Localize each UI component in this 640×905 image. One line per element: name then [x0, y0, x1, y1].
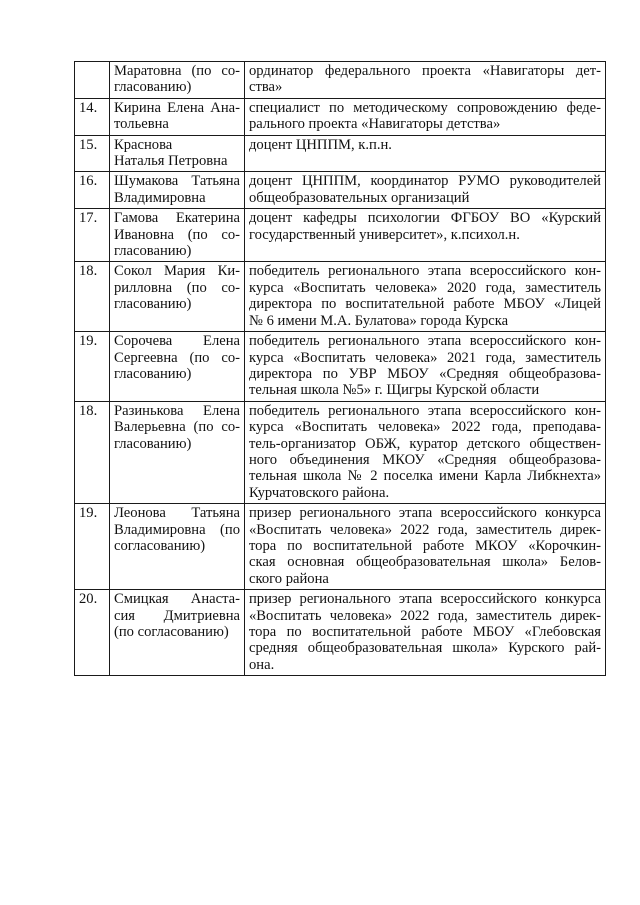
member-name-cell: [110, 332, 245, 402]
member-role-line: ного объединения МКОУ «Средняя общеобразова-: [249, 451, 601, 468]
member-name-line: Сокол Мария Ки-: [114, 263, 240, 280]
row-number: 17.: [75, 209, 110, 262]
row-number: 19.: [75, 332, 110, 402]
table-row: [75, 332, 606, 402]
member-name-line: Кирина Елена Ана-: [114, 99, 240, 116]
member-role-line: государственный университет», к.психол.н.: [249, 226, 520, 243]
member-role-line: курса «Воспитать человека» 2022 года, преподава-: [249, 419, 601, 436]
member-role-cell: [245, 590, 606, 676]
table-row: [75, 98, 606, 135]
member-name-line: Наталья Петровна: [114, 153, 228, 170]
member-role-cell: [245, 209, 606, 262]
member-name-line: гласованию): [114, 79, 192, 96]
row-number: 19.: [75, 504, 110, 590]
member-role-cell: [245, 401, 606, 503]
member-role-line: победитель регионального этапа всероссийского кон-: [249, 263, 601, 280]
member-name-line: Владимировна: [114, 189, 206, 206]
member-name-cell: [110, 504, 245, 590]
row-number: 18.: [75, 262, 110, 332]
member-name-line: сия Дмитриевна: [114, 607, 240, 624]
member-role-line: Курчатовского района.: [249, 484, 390, 501]
members-table-body: [75, 62, 606, 676]
member-name-cell: [110, 135, 245, 172]
member-role-cell: [245, 262, 606, 332]
member-name-line: рилловна (по со-: [114, 279, 240, 296]
member-role-line: призер регионального этапа всероссийского конкурса: [249, 591, 601, 608]
member-name-line: Краснова: [114, 136, 173, 153]
member-role-line: ординатор федерального проекта «Навигаторы дет-: [249, 63, 601, 79]
document-page: [74, 61, 606, 676]
member-role-line: ская основная общеобразовательная школа» Белов-: [249, 554, 601, 571]
member-name-line: Ивановна (по со-: [114, 226, 240, 243]
member-name-line: тольевна: [114, 116, 169, 133]
row-number: 20.: [75, 590, 110, 676]
member-name-cell: [110, 401, 245, 503]
member-name-cell: [110, 590, 245, 676]
member-name-cell: [110, 62, 245, 99]
table-row: [75, 504, 606, 590]
row-number: 14.: [75, 98, 110, 135]
member-role-line: тора по воспитательной работе МБОУ «Глебовская: [249, 624, 601, 640]
member-role-line: тельная школа № 2 поселка имени Карла Либкнехта»: [249, 468, 601, 485]
member-name-line: Валерьевна (по со-: [114, 419, 240, 436]
member-role-line: рального проекта «Навигаторы детства»: [249, 116, 501, 133]
member-role-line: средняя общеобразовательная школа» Курского рай-: [249, 640, 601, 657]
member-name-line: Сорочева Елена: [114, 333, 240, 350]
member-role-line: № 6 имени М.А. Булатова» города Курска: [249, 312, 509, 329]
member-role-line: курса «Воспитать человека» 2020 года, заместитель: [249, 279, 601, 296]
member-role-line: общеобразовательных организаций: [249, 189, 470, 206]
table-row: [75, 262, 606, 332]
member-name-line: гласованию): [114, 435, 192, 452]
member-name-line: Маратовна (по со-: [114, 63, 240, 79]
member-role-line: доцент ЦНППМ, к.п.н.: [249, 136, 392, 153]
member-name-line: Смицкая Анаста-: [114, 591, 240, 608]
member-role-cell: [245, 62, 606, 99]
table-row: [75, 209, 606, 262]
table-row: [75, 172, 606, 209]
row-number: 18.: [75, 401, 110, 503]
member-name-line: гласованию): [114, 296, 192, 313]
table-row: [75, 590, 606, 676]
member-role-line: специалист по методическому сопровождению феде-: [249, 99, 601, 116]
member-name-cell: [110, 98, 245, 135]
table-row: [75, 135, 606, 172]
member-role-line: тельная школа №5» г. Щигры Курской области: [249, 382, 540, 399]
member-role-line: победитель регионального этапа всероссийского кон-: [249, 402, 601, 419]
member-name-line: согласованию): [114, 537, 206, 554]
member-role-line: ства»: [249, 79, 283, 96]
member-role-line: она.: [249, 656, 275, 673]
member-role-cell: [245, 332, 606, 402]
member-role-line: курса «Воспитать человека» 2021 года, заместитель: [249, 349, 601, 366]
member-name-line: гласованию): [114, 243, 192, 260]
table-row: [75, 62, 606, 99]
member-name-cell: [110, 262, 245, 332]
member-role-line: призер регионального этапа всероссийского конкурса: [249, 505, 601, 522]
member-role-line: тель-организатор ОБЖ, куратор детского обществен-: [249, 435, 601, 452]
table-row: [75, 401, 606, 503]
member-role-line: доцент кафедры психологии ФГБОУ ВО «Курский: [249, 210, 601, 227]
member-name-line: гласованию): [114, 365, 192, 382]
members-table: [74, 61, 606, 676]
member-name-line: Владимировна (по: [114, 521, 240, 538]
row-number: 15.: [75, 135, 110, 172]
member-role-line: доцент ЦНППМ, координатор РУМО руководителей: [249, 173, 601, 190]
member-name-line: Сергеевна (по со-: [114, 349, 240, 366]
member-role-line: «Воспитать человека» 2022 года, заместитель дирек-: [249, 521, 601, 538]
row-number: 16.: [75, 172, 110, 209]
member-role-cell: [245, 98, 606, 135]
member-role-line: «Воспитать человека» 2022 года, заместитель дирек-: [249, 607, 601, 624]
member-name-cell: [110, 209, 245, 262]
member-name-line: Шумакова Татьяна: [114, 173, 240, 190]
member-name-cell: [110, 172, 245, 209]
member-role-line: победитель регионального этапа всероссийского кон-: [249, 333, 601, 350]
member-role-line: ского района: [249, 570, 329, 587]
member-role-line: директора по воспитательной работе МБОУ «Лицей: [249, 296, 601, 313]
row-number: [75, 62, 110, 99]
member-role-line: тора по воспитательной работе МКОУ «Корочкин-: [249, 537, 601, 554]
member-role-line: директора по УВР МБОУ «Средняя общеобразова-: [249, 365, 601, 382]
member-name-line: (по согласованию): [114, 624, 229, 640]
member-role-cell: [245, 504, 606, 590]
member-role-cell: [245, 172, 606, 209]
member-name-line: Гамова Екатерина: [114, 210, 240, 227]
member-name-line: Разинькова Елена: [114, 402, 240, 419]
member-name-line: Леонова Татьяна: [114, 505, 240, 522]
member-role-cell: [245, 135, 606, 172]
